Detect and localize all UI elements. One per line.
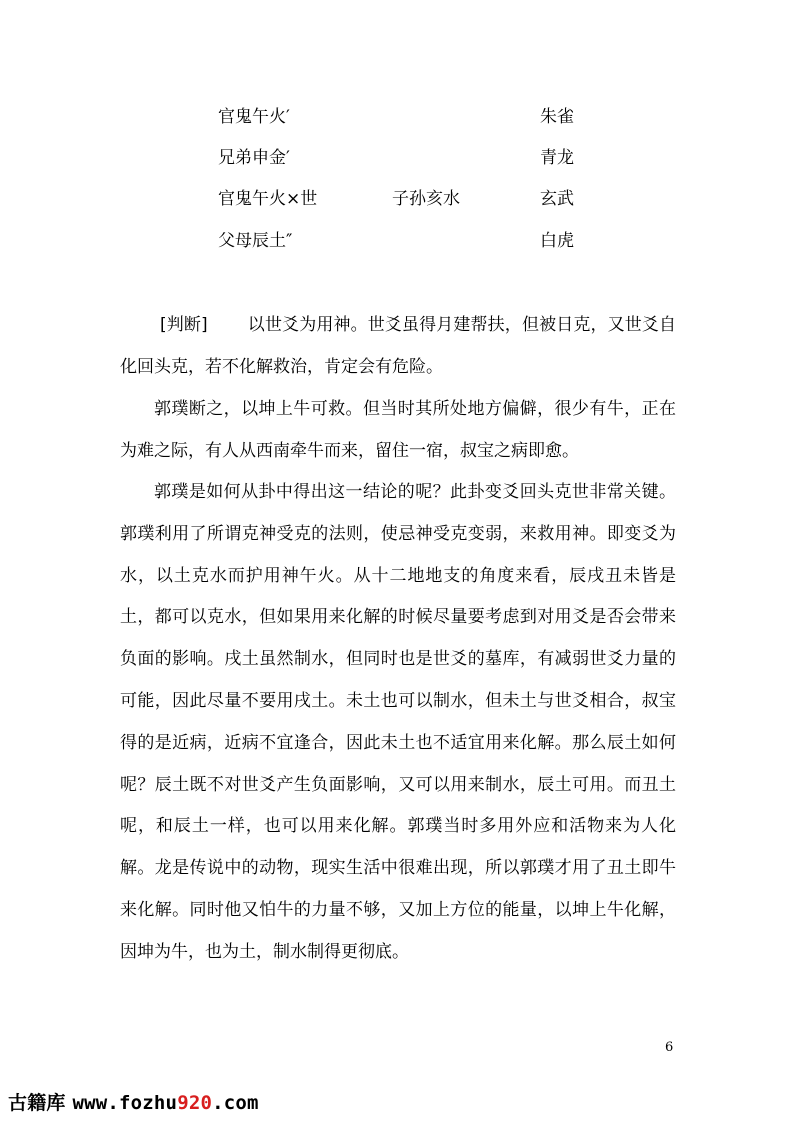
watermark-name: 古籍库: [8, 1092, 66, 1114]
hexagram-six-spirit: 白虎: [540, 231, 574, 251]
hexagram-line-main: 父母辰土″: [218, 231, 293, 251]
hexagram-row-1: [0, 102, 793, 132]
hexagram-six-spirit: 朱雀: [540, 107, 574, 127]
paragraph-2: 郭璞断之，以坤上牛可救。但当时其所处地方偏僻，很少有牛，正在为难之际，有人从西南牵牛而来，留住一宿，叔宝之病即愈。: [120, 399, 676, 461]
watermark: [8, 1088, 259, 1115]
hexagram-line-main: 官鬼午火×世: [218, 189, 318, 209]
watermark-url: www.fozhu920.com: [72, 1092, 259, 1114]
hexagram-row-2: [0, 143, 793, 173]
hexagram-line-main: 兄弟申金′: [218, 148, 290, 168]
paragraph-3: 郭璞是如何从卦中得出这一结论的呢？此卦变爻回头克世非常关键。郭璞利用了所谓克神受克的法则，使忌神受克变弱，来救用神。即变爻为水，以土克水而护用神午火。从十二地地支的角度来看，辰戌丑未皆是土，都可以克水，但如果用来化解的时候尽量要考虑到对用爻是否会带来负面的影响。戌土虽然制水，但同时也是世爻的墓库，有减弱世爻力量的可能，因此尽量不要用戌土。未土也可以制水，但未土与世爻相合，叔宝得的是近病，近病不宜逢合，因此未土也不适宜用来化解。那么辰土如何呢？辰土既不对世爻产生负面影响，又可以用来制水，辰土可用。而丑土呢，和辰土一样，也可以用来化解。郭璞当时多用外应和活物来为人化解。龙是传说中的动物，现实生活中很难出现，所以郭璞才用了丑土即牛来化解。同时他又怕牛的力量不够，又加上方位的能量，以坤上牛化解，因坤为牛，也为土，制水制得更彻底。: [120, 482, 676, 962]
hexagram-row-3: [0, 184, 793, 214]
page-number: 6: [665, 1040, 674, 1055]
hexagram-row-4: [0, 226, 793, 256]
hexagram-line-main: 官鬼午火′: [218, 107, 290, 127]
judgment-tag: [判断]: [160, 315, 208, 335]
hexagram-six-spirit: 玄武: [540, 189, 574, 209]
judgment-text: 以世爻为用神。世爻虽得月建帮扶，但被日克，又世爻自化回头克，若不化解救治，肯定会有危险。: [120, 315, 677, 377]
hexagram-changed-line: 子孙亥水: [392, 189, 460, 209]
hexagram-six-spirit: 青龙: [540, 148, 574, 168]
judgment-paragraph: [120, 305, 676, 389]
